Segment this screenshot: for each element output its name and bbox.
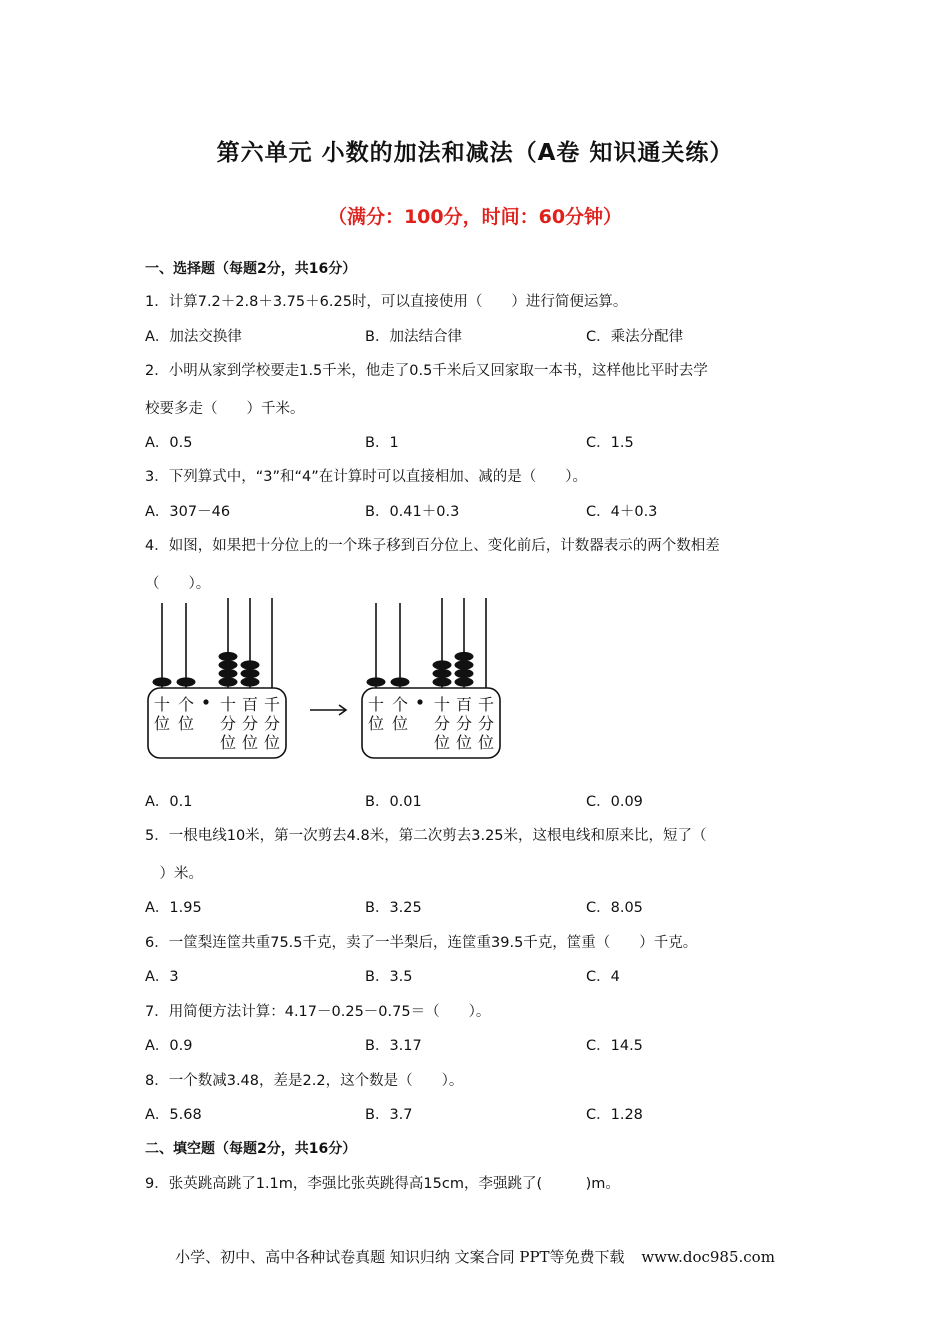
abacus-bead xyxy=(219,669,238,678)
place-label: 十 xyxy=(153,695,171,714)
question-1: 1．计算7.2＋2.8＋3.75＋6.25时，可以直接使用（ ）进行简便运算。 xyxy=(145,294,628,310)
abacus-bead xyxy=(433,669,452,678)
unit-label-2: 位 xyxy=(433,733,451,752)
question-6: 6．一筐梨连筐共重75.5千克，卖了一半梨后，连筐重39.5千克，筐重（ ）千克。 xyxy=(145,935,698,951)
q8-option-b: B．3.7 xyxy=(365,1107,413,1123)
unit-label-2: 位 xyxy=(219,733,237,752)
abacus-bead xyxy=(241,660,260,669)
place-label: 十 xyxy=(433,695,451,714)
unit-label: 分 xyxy=(219,714,237,733)
footer-text: 小学、初中、高中各种试卷真题 知识归纳 文案合同 PPT等免费下载 xyxy=(175,1248,625,1266)
abacus-after xyxy=(362,598,500,758)
unit-label: 分 xyxy=(477,714,495,733)
footer-link[interactable]: www.doc985.com xyxy=(641,1248,775,1266)
abacus-bead xyxy=(219,652,238,661)
q4-option-b: B．0.01 xyxy=(365,794,422,810)
section-heading-choice: 一、选择题（每题2分，共16分） xyxy=(145,261,357,277)
q7-option-b: B．3.17 xyxy=(365,1038,422,1054)
place-label: 个 xyxy=(391,695,409,714)
q7-option-a: A．0.9 xyxy=(145,1038,193,1054)
question-7: 7．用简便方法计算：4.17－0.25－0.75＝（ ）。 xyxy=(145,1004,491,1020)
decimal-point xyxy=(417,699,422,704)
q2-option-b: B．1 xyxy=(365,435,399,451)
abacus-bead xyxy=(241,669,260,678)
unit-label: 位 xyxy=(177,714,195,733)
question-2-line-2: 校要多走（ ）千米。 xyxy=(145,401,305,417)
question-4-line-2: （ ）。 xyxy=(145,576,211,592)
abacus-bead xyxy=(241,677,260,686)
unit-label-2: 位 xyxy=(241,733,259,752)
abacus-bead xyxy=(153,677,172,686)
q4-option-c: C．0.09 xyxy=(586,794,643,810)
q6-option-a: A．3 xyxy=(145,969,179,985)
page-subtitle: （满分：100分，时间：60分钟） xyxy=(327,206,623,228)
unit-label: 分 xyxy=(263,714,281,733)
abacus-bead xyxy=(219,677,238,686)
unit-label: 分 xyxy=(433,714,451,733)
q8-option-c: C．1.28 xyxy=(586,1107,643,1123)
page-title: 第六单元 小数的加法和减法（A卷 知识通关练） xyxy=(216,140,734,166)
abacus-bead xyxy=(367,677,386,686)
abacus-before xyxy=(148,598,286,758)
q1-option-a: A．加法交换律 xyxy=(145,329,242,345)
question-3: 3．下列算式中，“3”和“4”在计算时可以直接相加、减的是（ ）。 xyxy=(145,469,587,485)
unit-label: 位 xyxy=(367,714,385,733)
q7-option-c: C．14.5 xyxy=(586,1038,643,1054)
q6-option-b: B．3.5 xyxy=(365,969,413,985)
unit-label-2: 位 xyxy=(263,733,281,752)
decimal-point xyxy=(203,699,208,704)
question-2-line-1: 2．小明从家到学校要走1.5千米，他走了0.5千米后又回家取一本书，这样他比平时去学 xyxy=(145,363,708,379)
q2-option-c: C．1.5 xyxy=(586,435,634,451)
place-label: 十 xyxy=(219,695,237,714)
q4-option-a: A．0.1 xyxy=(145,794,193,810)
section-heading-fill: 二、填空题（每题2分，共16分） xyxy=(145,1141,357,1157)
question-5-line-2: ）米。 xyxy=(145,866,203,882)
q1-option-b: B．加法结合律 xyxy=(365,329,462,345)
place-label: 千 xyxy=(477,695,495,714)
abacus-bead xyxy=(433,677,452,686)
unit-label: 分 xyxy=(455,714,473,733)
place-label: 十 xyxy=(367,695,385,714)
place-label: 千 xyxy=(263,695,281,714)
q8-option-a: A．5.68 xyxy=(145,1107,202,1123)
q3-option-a: A．307－46 xyxy=(145,504,231,520)
q1-option-c: C．乘法分配律 xyxy=(586,329,684,345)
question-8: 8．一个数减3.48，差是2.2，这个数是（ ）。 xyxy=(145,1073,464,1089)
abacus-bead xyxy=(433,660,452,669)
q2-option-a: A．0.5 xyxy=(145,435,193,451)
unit-label-2: 位 xyxy=(455,733,473,752)
q3-option-c: C．4＋0.3 xyxy=(586,504,658,520)
unit-label: 位 xyxy=(153,714,171,733)
abacus-bead xyxy=(455,677,474,686)
q5-option-a: A．1.95 xyxy=(145,900,202,916)
page-footer xyxy=(0,1246,950,1267)
question-4-line-1: 4．如图，如果把十分位上的一个珠子移到百分位上、变化前后，计数器表示的两个数相差 xyxy=(145,538,720,554)
q6-option-c: C．4 xyxy=(586,969,620,985)
place-label: 个 xyxy=(177,695,195,714)
q3-option-b: B．0.41＋0.3 xyxy=(365,504,460,520)
question-9: 9．张英跳高跳了1.1m，李强比张英跳得高15cm，李强跳了( )m。 xyxy=(145,1176,620,1192)
arrow-icon xyxy=(310,705,346,715)
place-label: 百 xyxy=(455,695,473,714)
abacus-bead xyxy=(219,660,238,669)
q5-option-b: B．3.25 xyxy=(365,900,422,916)
question-5-line-1: 5．一根电线10米，第一次剪去4.8米，第二次剪去3.25米，这根电线和原来比，短了（ xyxy=(145,828,707,844)
abacus-bead xyxy=(177,677,196,686)
abacus-bead xyxy=(455,652,474,661)
q5-option-c: C．8.05 xyxy=(586,900,643,916)
abacus-bead xyxy=(455,669,474,678)
place-label: 百 xyxy=(241,695,259,714)
unit-label: 位 xyxy=(391,714,409,733)
unit-label: 分 xyxy=(241,714,259,733)
abacus-bead xyxy=(391,677,410,686)
abacus-figure xyxy=(140,595,520,765)
abacus-bead xyxy=(455,660,474,669)
unit-label-2: 位 xyxy=(477,733,495,752)
